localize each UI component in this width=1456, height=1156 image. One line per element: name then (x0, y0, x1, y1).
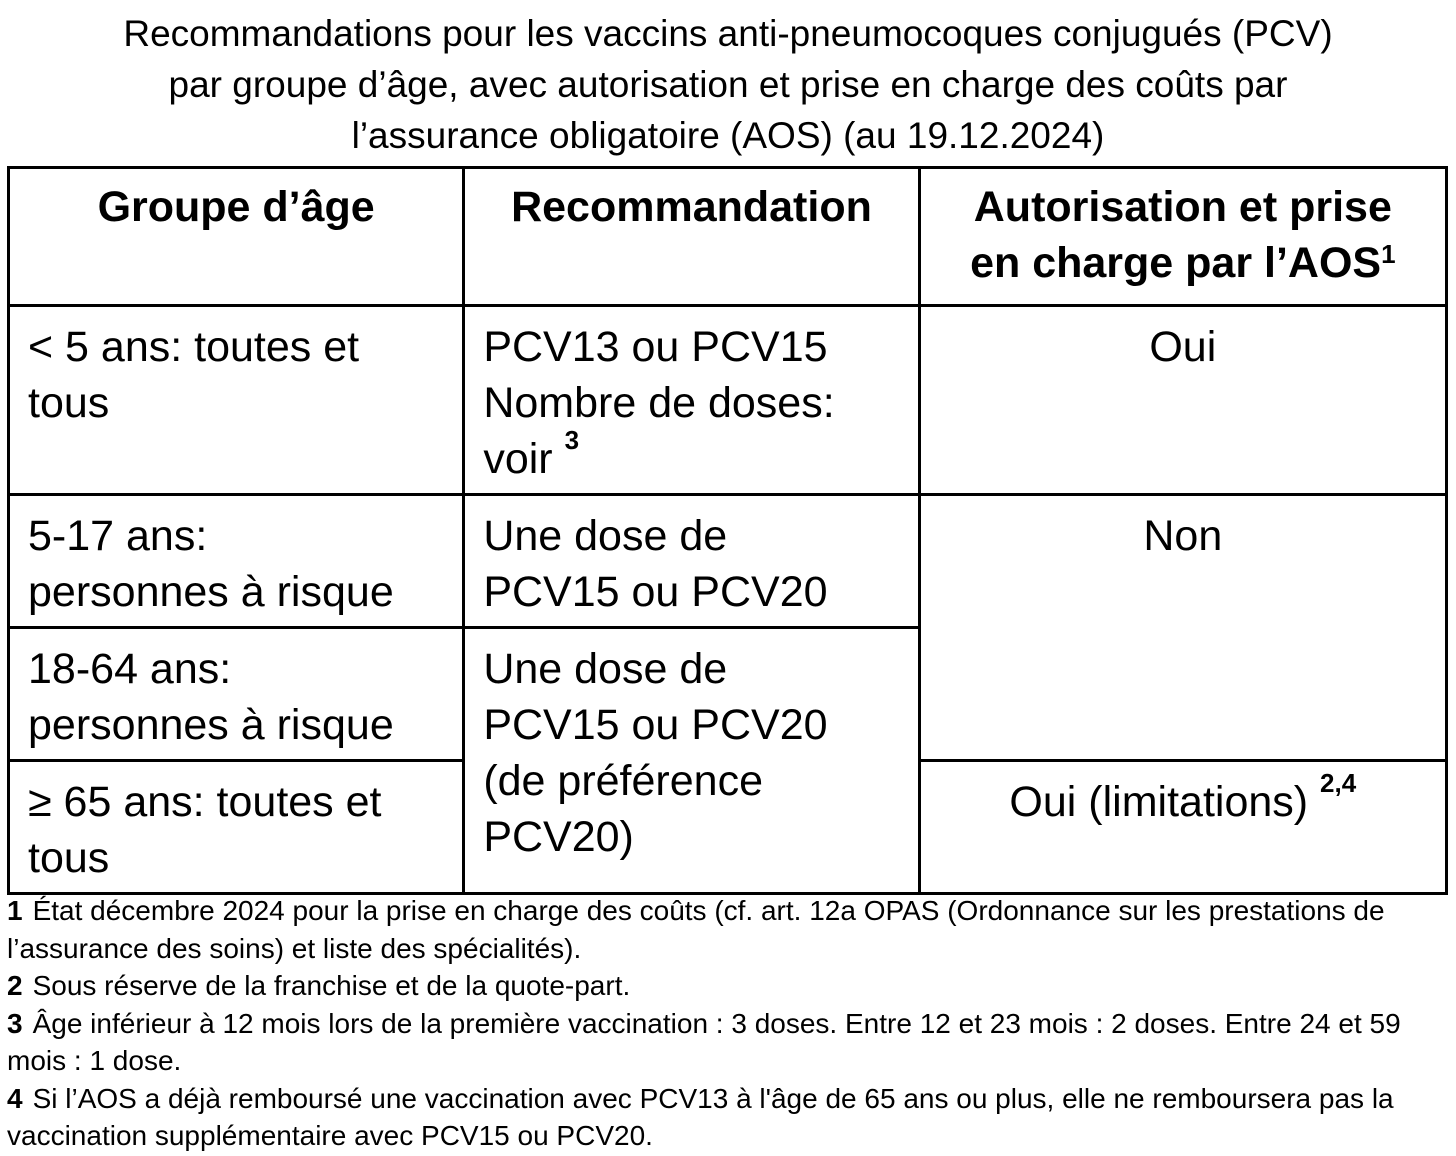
age-group-line: tous (28, 834, 110, 882)
footnote-text: Si l’AOS a déjà remboursé une vaccination avec PCV13 à l'âge de 65 ans ou plus, elle ne remboursera pas la vaccination supplémentaire avec PCV15 ou PCV20. (7, 1082, 1394, 1151)
footnote-text: Sous réserve de la franchise et de la quote-part. (32, 970, 631, 1001)
footnote-number: 2 (7, 970, 23, 1001)
footnote-number: 1 (7, 895, 23, 926)
age-group-line: ≥ 65 ans: toutes et (28, 778, 382, 826)
coverage-cell (919, 306, 1446, 495)
recommendation-cell (464, 306, 919, 495)
age-group-line: personnes à risque (28, 568, 394, 616)
header-age-group (9, 168, 464, 306)
table-row (9, 495, 1447, 628)
age-group-cell (9, 306, 464, 495)
recommendation-line: PCV13 ou PCV15 (483, 323, 828, 371)
coverage-value: Non (1143, 512, 1223, 560)
header-recommendation (464, 168, 919, 306)
footnote-number: 4 (7, 1082, 23, 1114)
recommendation-line: PCV20) (483, 813, 634, 861)
header-recommendation-label: Recommandation (511, 183, 872, 231)
footnote (7, 892, 1447, 967)
age-group-line: 18-64 ans: (28, 645, 232, 693)
title-line-3: l’assurance obligatoire (AOS) (au 19.12.2024) (351, 115, 1105, 156)
age-group-line: 5-17 ans: (28, 512, 208, 560)
coverage-cell (919, 761, 1446, 894)
recommendation-line: Une dose de (483, 645, 728, 693)
age-group-cell (9, 761, 464, 894)
recommendation-line: voir (483, 435, 553, 483)
coverage-value: Oui (1149, 323, 1217, 371)
header-coverage (919, 168, 1446, 306)
recommendation-line: PCV15 ou PCV20 (483, 701, 828, 749)
age-group-cell (9, 628, 464, 761)
recommendation-cell (464, 628, 919, 894)
header-age-group-label: Groupe d’âge (97, 183, 375, 231)
recommendation-line: Une dose de (483, 512, 728, 560)
recommendation-line: (de préférence (483, 757, 763, 805)
footnote-ref: 1 (1381, 239, 1396, 269)
footnote-number: 3 (7, 1007, 23, 1039)
header-coverage-line-2: en charge par l’AOS (970, 239, 1382, 287)
title-line-2: par groupe d’âge, avec autorisation et prise en charge des coûts par (168, 64, 1288, 105)
table-row (9, 306, 1447, 495)
footnote (7, 1005, 1447, 1080)
footnote-ref: 2,4 (1320, 768, 1357, 798)
footnote (7, 967, 1447, 1005)
footnote-ref: 3 (564, 425, 580, 455)
page-title (0, 8, 1456, 161)
age-group-line: personnes à risque (28, 701, 394, 749)
table-header-row (9, 168, 1447, 306)
recommendation-line: Nombre de doses: (483, 379, 835, 427)
age-group-line: tous (28, 379, 110, 427)
coverage-value: Oui (limitations) (1009, 778, 1309, 826)
age-group-cell (9, 495, 464, 628)
title-line-1: Recommandations pour les vaccins anti-pneumocoques conjugués (PCV) (123, 13, 1333, 54)
recommendation-line: PCV15 ou PCV20 (483, 568, 828, 616)
footnote (7, 1080, 1447, 1155)
coverage-cell (919, 495, 1446, 761)
footnote-text: Âge inférieur à 12 mois lors de la première vaccination : 3 doses. Entre 12 et 23 mois : 2 doses. Entre 24 et 59 mois : 1 dose. (7, 1007, 1401, 1076)
header-coverage-line-1: Autorisation et prise (973, 183, 1392, 231)
recommendation-table (7, 166, 1448, 895)
footnote-text: État décembre 2024 pour la prise en charge des coûts (cf. art. 12a OPAS (Ordonnance sur les prestations de l’assurance des soins) et liste des spécialités). (7, 895, 1385, 964)
recommendation-cell (464, 495, 919, 628)
footnotes (7, 892, 1447, 1155)
age-group-line: < 5 ans: toutes et (28, 323, 360, 371)
